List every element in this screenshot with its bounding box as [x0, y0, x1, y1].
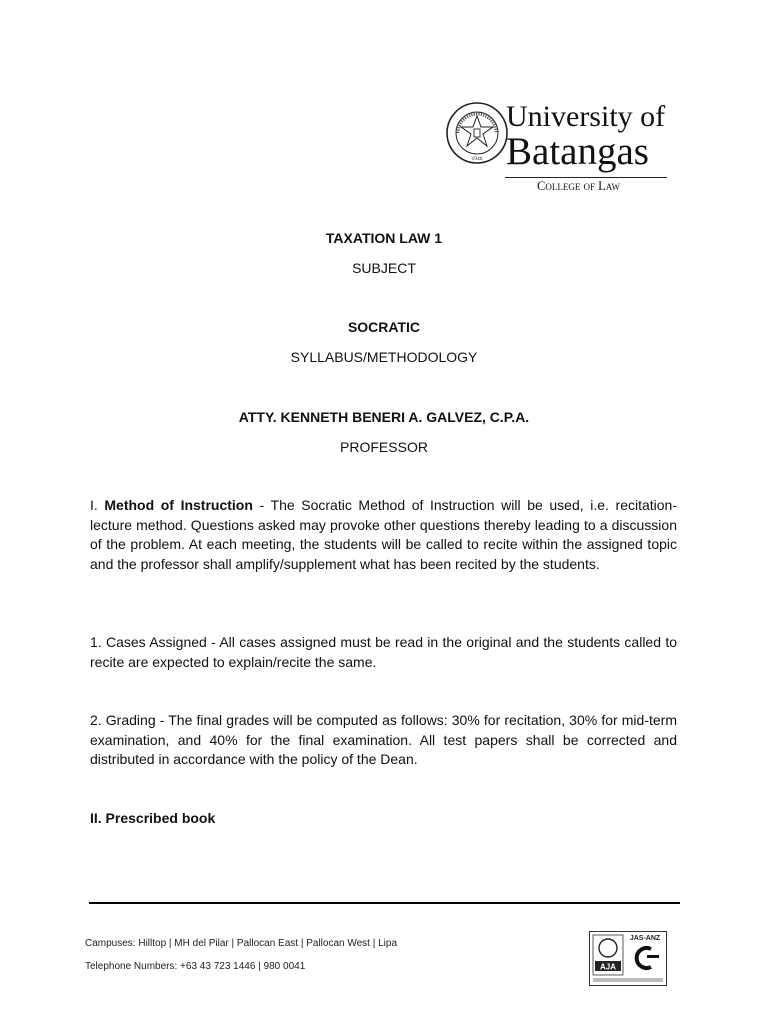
method-title: SOCRATIC [347, 319, 421, 335]
course-title: TAXATION LAW 1 [325, 230, 443, 246]
method-section-number: I. [90, 497, 105, 513]
footer-campuses: Campuses: Hilltop | MH del Pilar | Pallocan East | Pallocan West | Lipa [85, 938, 398, 949]
certification-badge-icon [589, 931, 667, 986]
method-of-instruction-paragraph [90, 496, 677, 574]
method-section-text: - The Socratic Method of Instruction will be used, i.e. recitation-lecture method. Questions asked may provoke other questions thereby leading to a discussion of the problem. At each meeting, the students will be called to recite within the assigned topic and the professor shall amplify/supplement what has been recited by the students. [90, 497, 677, 572]
prescribed-book-heading: II. Prescribed book [90, 810, 216, 826]
cert-jas-anz-text: JAS-ANZ [629, 935, 661, 942]
course-caption: SUBJECT [352, 260, 416, 276]
university-name-line2: Batangas [506, 130, 649, 173]
svg-text:1946: 1946 [471, 156, 483, 162]
footer-telephone: Telephone Numbers: +63 43 723 1446 | 980 0041 [85, 961, 306, 972]
professor-name: ATTY. KENNETH BENERI A. GALVEZ, C.P.A. [238, 409, 530, 425]
footer-divider [89, 902, 680, 904]
method-section-heading: Method of Instruction [104, 497, 253, 513]
university-name-line1: University of [506, 100, 666, 133]
grading-paragraph: 2. Grading - The final grades will be computed as follows: 30% for recitation, 30% for mid-term examination, and 40% for the final examination. All test papers shall be corrected and distributed in accordance with the policy of the Dean. [90, 712, 677, 767]
letterhead-divider [505, 177, 667, 178]
cases-assigned-paragraph: 1. Cases Assigned - All cases assigned must be read in the original and the students called to recite are expected to explain/recite the same. [90, 634, 677, 670]
method-caption: SYLLABUS/METHODOLOGY [290, 349, 478, 365]
college-name: College of Law [537, 179, 620, 193]
certification-badge-logo [589, 931, 667, 986]
university-seal-logo [446, 102, 508, 164]
cert-aja-text: AJA [599, 962, 617, 972]
professor-caption: PROFESSOR [340, 439, 428, 455]
